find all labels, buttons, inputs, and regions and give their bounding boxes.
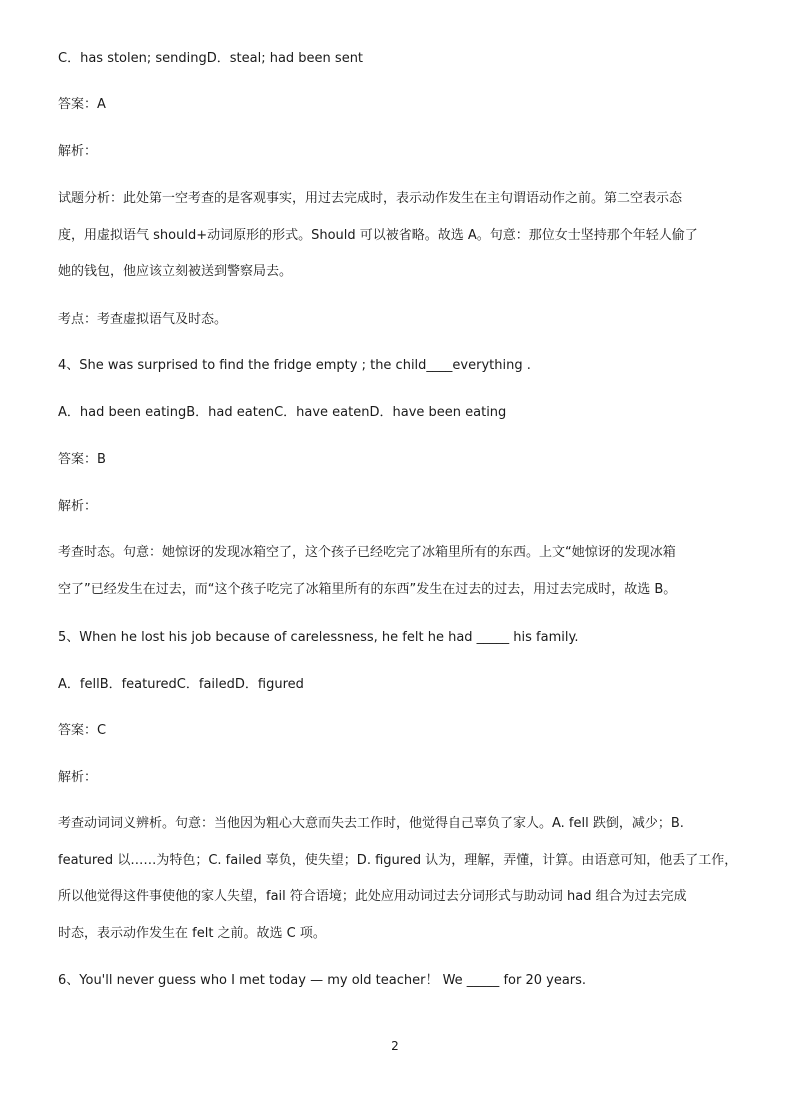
question-4: 4、She was surprised to find the fridge empty ; the child____everything . xyxy=(58,358,531,373)
options-q5: A．fellB．featuredC．failedD．figured xyxy=(58,677,304,692)
question-6: 6、You'll never guess who I met today — my old teacher！ We _____ for 20 years. xyxy=(58,973,587,988)
answer-q3: 答案：A xyxy=(58,97,106,112)
analysis-text-q4-line2: 空了”已经发生在过去，而“这个孩子吃完了冰箱里所有的东西”发生在过去的过去，用过去完成时，故选 B。 xyxy=(58,582,677,597)
analysis-label-q3: 解析： xyxy=(58,144,98,159)
analysis-label-q5: 解析： xyxy=(58,770,98,785)
options-q4: A．had been eatingB．had eatenC．have eatenD．have been eating xyxy=(58,405,507,420)
analysis-text-q5-line2: featured 以……为特色；C. failed 辜负，使失望；D. figured 认为，理解，弄懂，计算。由语意可知，他丢了工作， xyxy=(58,853,738,868)
analysis-text-q3-line2: 度，用虚拟语气 should+动词原形的形式。Should 可以被省略。故选 A。句意：那位女士坚持那个年轻人偷了 xyxy=(58,228,698,243)
answer-q4: 答案：B xyxy=(58,452,106,467)
question-5: 5、When he lost his job because of carelessness, he felt he had _____ his family. xyxy=(58,630,579,645)
analysis-text-q5-line3: 所以他觉得这件事使他的家人失望，fail 符合语境；此处应用动词过去分词形式与助动词 had 组合为过去完成 xyxy=(58,889,687,904)
analysis-text-q4-line1: 考查时态。句意：她惊讶的发现冰箱空了，这个孩子已经吃完了冰箱里所有的东西。上文“她惊讶的发现冰箱 xyxy=(58,545,676,560)
test-point-q3: 考点：考查虚拟语气及时态。 xyxy=(58,312,228,327)
analysis-text-q3-line1: 试题分析：此处第一空考查的是客观事实，用过去完成时，表示动作发生在主句谓语动作之前。第二空表示态 xyxy=(58,191,683,206)
analysis-text-q5-line4: 时态，表示动作发生在 felt 之前。故选 C 项。 xyxy=(58,926,326,941)
analysis-label-q4: 解析： xyxy=(58,499,98,514)
analysis-text-q5-line1: 考查动词词义辨析。句意：当他因为粗心大意而失去工作时，他觉得自己辜负了家人。A. fell 跌倒，减少；B. xyxy=(58,816,684,831)
answer-q5: 答案：C xyxy=(58,723,107,738)
option-line-cd-q3: C．has stolen; sendingD．steal; had been sent xyxy=(58,51,364,66)
page-number: 2 xyxy=(391,1039,399,1053)
analysis-text-q3-line3: 她的钱包，他应该立刻被送到警察局去。 xyxy=(58,264,293,279)
